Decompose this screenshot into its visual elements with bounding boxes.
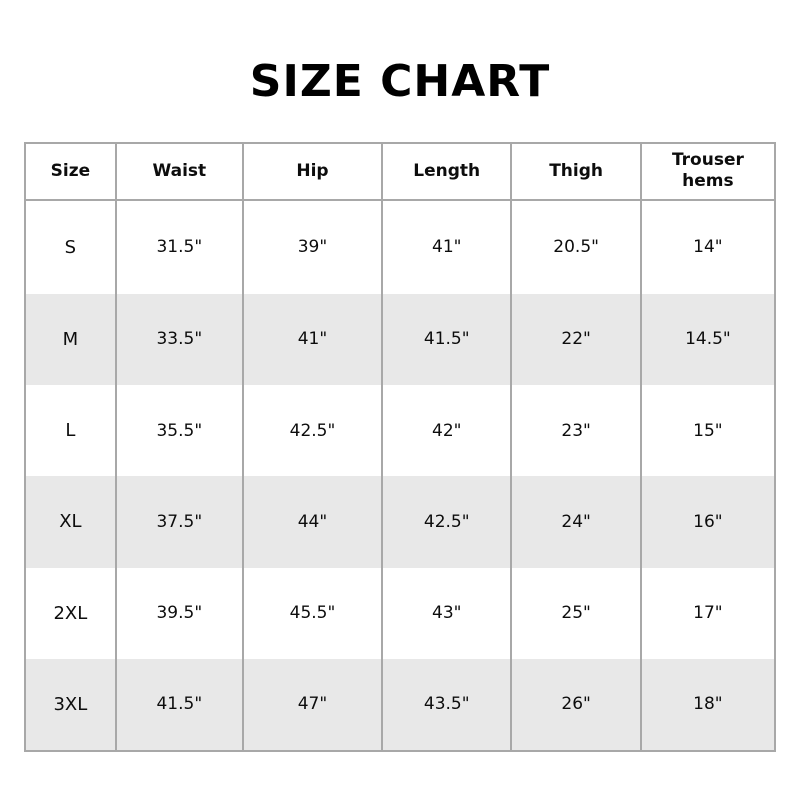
table-row (26, 294, 774, 385)
cell-waist: 35.5" (116, 385, 243, 476)
table-row (26, 568, 774, 659)
cell-size: S (26, 200, 116, 294)
cell-length: 42.5" (382, 476, 511, 567)
cell-length: 41" (382, 200, 511, 294)
cell-hip: 44" (243, 476, 382, 567)
table-header-row (26, 144, 774, 200)
column-header-trouser-hems: Trouser hems (641, 144, 774, 200)
cell-length: 43.5" (382, 659, 511, 750)
cell-thigh: 23" (511, 385, 640, 476)
cell-length: 43" (382, 568, 511, 659)
column-header-hip: Hip (243, 144, 382, 200)
cell-thigh: 26" (511, 659, 640, 750)
table-header (26, 144, 774, 200)
column-header-size: Size (26, 144, 116, 200)
cell-hip: 39" (243, 200, 382, 294)
cell-waist: 37.5" (116, 476, 243, 567)
table-row (26, 200, 774, 294)
cell-size: XL (26, 476, 116, 567)
column-header-length: Length (382, 144, 511, 200)
cell-hip: 47" (243, 659, 382, 750)
size-chart-table (26, 144, 774, 750)
cell-waist: 31.5" (116, 200, 243, 294)
cell-trouser-hems: 14.5" (641, 294, 774, 385)
cell-trouser-hems: 16" (641, 476, 774, 567)
size-chart-table-container (24, 142, 776, 752)
table-row (26, 476, 774, 567)
table-row (26, 659, 774, 750)
cell-hip: 41" (243, 294, 382, 385)
page-title: SIZE CHART (249, 56, 551, 107)
cell-length: 42" (382, 385, 511, 476)
cell-trouser-hems: 17" (641, 568, 774, 659)
cell-hip: 45.5" (243, 568, 382, 659)
cell-size: 3XL (26, 659, 116, 750)
cell-hip: 42.5" (243, 385, 382, 476)
cell-thigh: 25" (511, 568, 640, 659)
table-body (26, 200, 774, 751)
table-row (26, 385, 774, 476)
cell-trouser-hems: 15" (641, 385, 774, 476)
cell-waist: 41.5" (116, 659, 243, 750)
cell-trouser-hems: 14" (641, 200, 774, 294)
cell-waist: 39.5" (116, 568, 243, 659)
cell-size: 2XL (26, 568, 116, 659)
cell-thigh: 24" (511, 476, 640, 567)
cell-size: M (26, 294, 116, 385)
cell-size: L (26, 385, 116, 476)
cell-length: 41.5" (382, 294, 511, 385)
column-header-thigh: Thigh (511, 144, 640, 200)
cell-waist: 33.5" (116, 294, 243, 385)
column-header-waist: Waist (116, 144, 243, 200)
cell-thigh: 22" (511, 294, 640, 385)
cell-thigh: 20.5" (511, 200, 640, 294)
cell-trouser-hems: 18" (641, 659, 774, 750)
